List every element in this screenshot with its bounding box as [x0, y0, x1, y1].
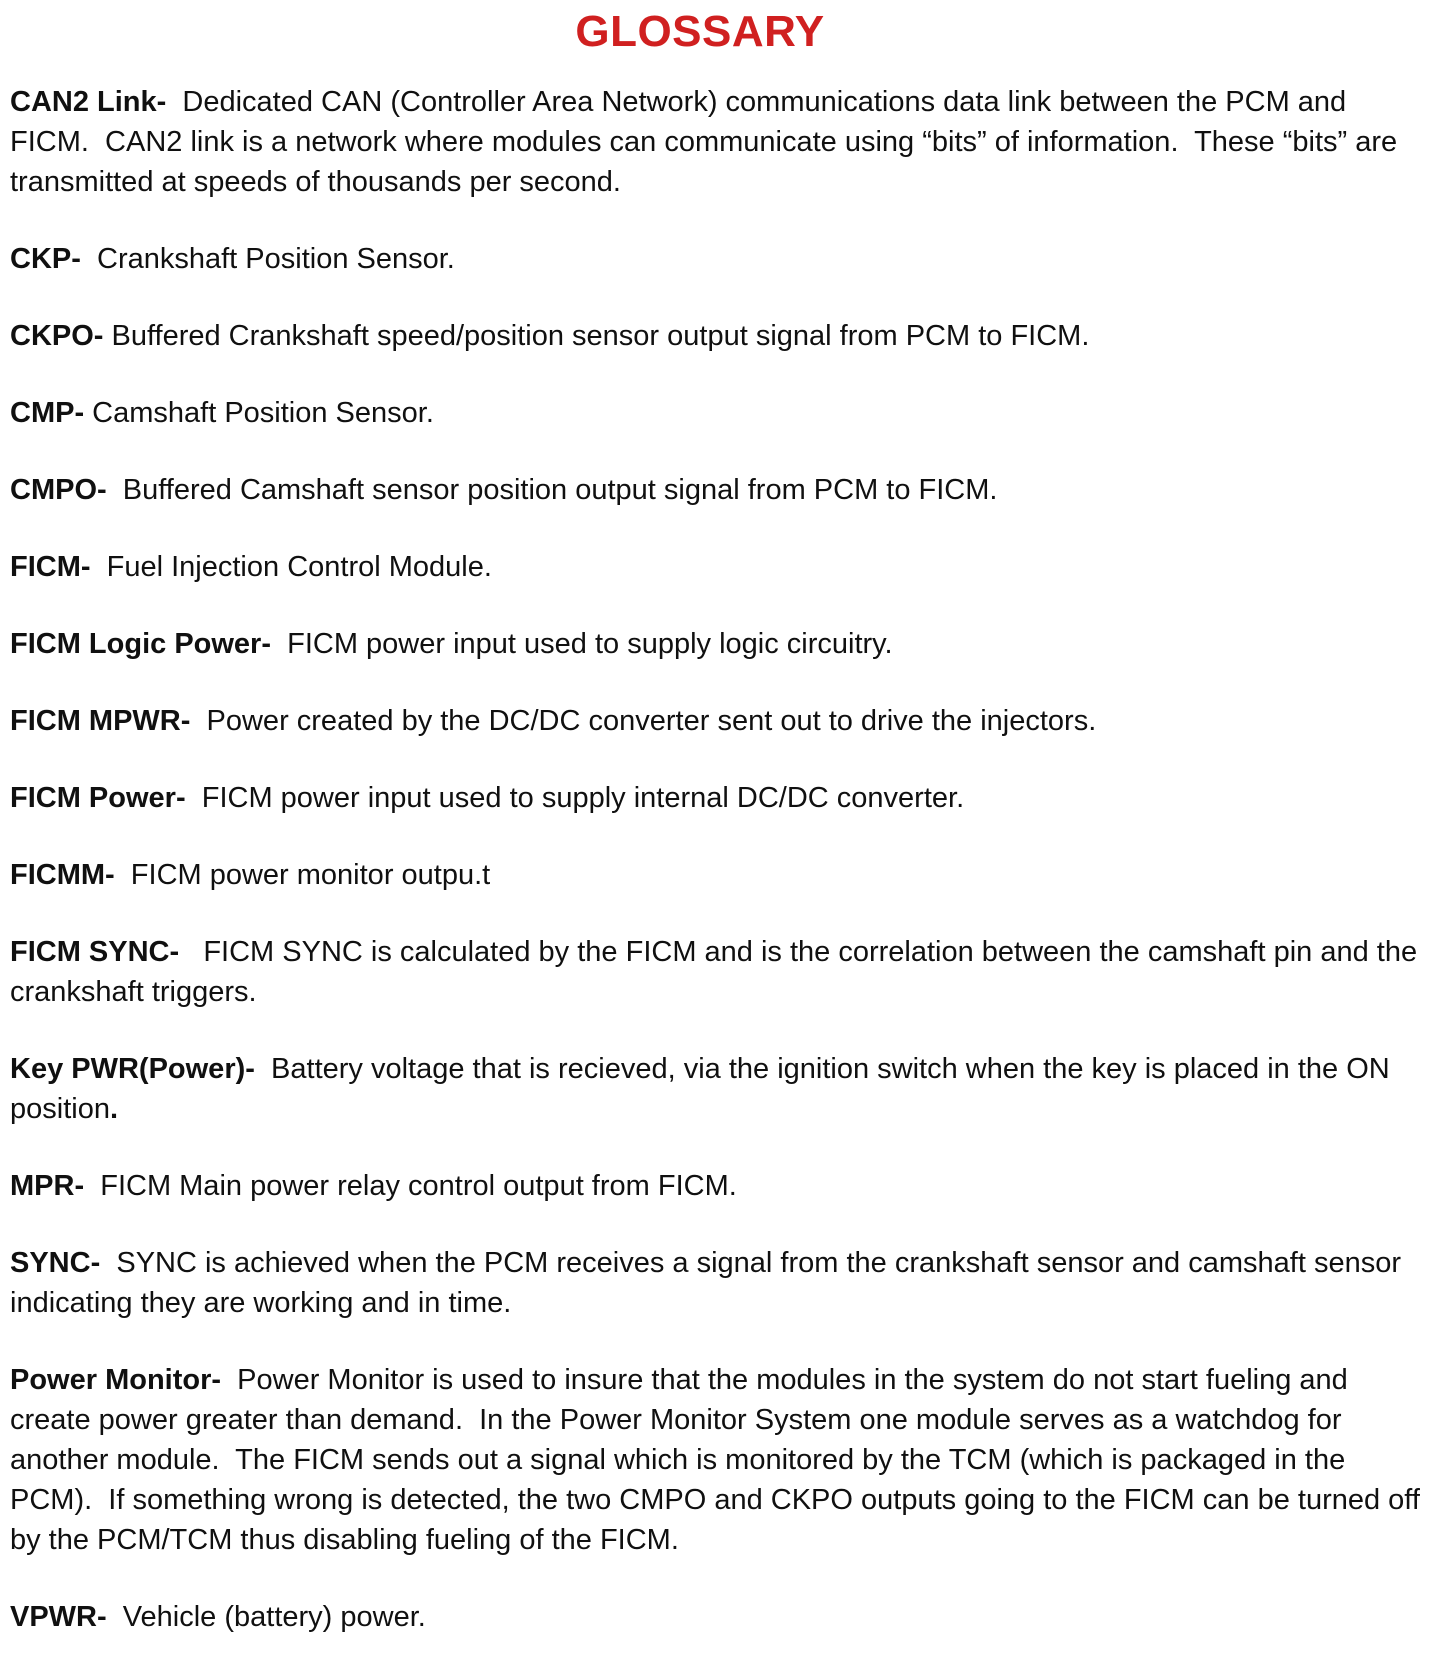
glossary-entry	[10, 239, 1430, 279]
glossary-definition: Crankshaft Position Sensor.	[80, 243, 455, 275]
glossary-entry	[10, 701, 1430, 741]
glossary-definition: FICM power input used to supply logic circuitry.	[271, 628, 893, 660]
glossary-entry	[10, 1597, 1430, 1637]
glossary-term: CKPO-	[10, 320, 104, 352]
glossary-term: CAN2 Link-	[10, 86, 167, 118]
glossary-term: MPR-	[10, 1170, 85, 1202]
glossary-term: FICM MPWR-	[10, 705, 191, 737]
glossary-entry	[10, 624, 1430, 664]
glossary-term: Power Monitor-	[10, 1364, 222, 1396]
glossary-term: VPWR-	[10, 1601, 107, 1633]
glossary-term: FICM SYNC-	[10, 936, 180, 968]
glossary-entry	[10, 82, 1430, 202]
glossary-entry	[10, 1049, 1430, 1129]
glossary-definition: Fuel Injection Control Module.	[90, 551, 492, 583]
glossary-definition: Buffered Camshaft sensor position output signal from PCM to FICM.	[106, 474, 998, 506]
glossary-entry	[10, 547, 1430, 587]
page-title: GLOSSARY	[575, 7, 825, 56]
glossary-entry	[10, 778, 1430, 818]
glossary-entry	[10, 1360, 1430, 1560]
glossary-term: FICMM-	[10, 859, 115, 891]
glossary-term: FICM Power-	[10, 782, 186, 814]
glossary-entry	[10, 1166, 1430, 1206]
glossary-definition: Power Monitor is used to insure that the modules in the system do not start fueling and create power greater than demand. In the Power Monitor System one module serves as a watchdog for another module. The FICM sends out a signal which is monitored by the TCM (which is packaged in the PCM). If something wrong is detected, the two CMPO and CKPO outputs going to the FICM can be turned off by the PCM/TCM thus disabling fueling of the FICM.	[10, 1364, 1428, 1556]
glossary-entry	[10, 393, 1430, 433]
glossary-term: FICM-	[10, 551, 91, 583]
glossary-definition: Dedicated CAN (Controller Area Network) communications data link between the PCM and FICM. CAN2 link is a network where modules can communicate using “bits” of information. These “bits” are transmitted at speeds of thousands per second.	[10, 86, 1406, 198]
glossary-entry	[10, 316, 1430, 356]
glossary-definition: FICM power input used to supply internal DC/DC converter.	[185, 782, 965, 814]
glossary-entry	[10, 1243, 1430, 1323]
glossary-definition-bold-tail: .	[109, 1093, 119, 1125]
glossary-definition: Vehicle (battery) power.	[106, 1601, 426, 1633]
glossary-definition: FICM power monitor outpu.t	[114, 859, 491, 891]
glossary-entry	[10, 932, 1430, 1012]
glossary-entry	[10, 470, 1430, 510]
glossary-term: CKP-	[10, 243, 81, 275]
glossary-term: SYNC-	[10, 1247, 101, 1279]
glossary-term: CMPO-	[10, 474, 107, 506]
glossary-definition: FICM SYNC is calculated by the FICM and is the correlation between the camshaft pin and the crankshaft triggers.	[10, 936, 1426, 1008]
glossary-definition: Buffered Crankshaft speed/position sensor output signal from PCM to FICM.	[103, 320, 1090, 352]
glossary-term: FICM Logic Power-	[10, 628, 271, 660]
glossary-term: Key PWR(Power)-	[10, 1053, 255, 1085]
glossary-entries-list	[10, 82, 1430, 1637]
glossary-entry	[10, 855, 1430, 895]
glossary-definition: FICM Main power relay control output from FICM.	[84, 1170, 737, 1202]
glossary-definition: Camshaft Position Sensor.	[84, 397, 434, 429]
glossary-term: CMP-	[10, 397, 85, 429]
glossary-definition: Battery voltage that is recieved, via the ignition switch when the key is placed in the ON position	[10, 1053, 1398, 1125]
glossary-definition: SYNC is achieved when the PCM receives a signal from the crankshaft sensor and camshaft sensor indicating they are working and in time.	[10, 1247, 1410, 1319]
glossary-definition: Power created by the DC/DC converter sent out to drive the injectors.	[190, 705, 1097, 737]
